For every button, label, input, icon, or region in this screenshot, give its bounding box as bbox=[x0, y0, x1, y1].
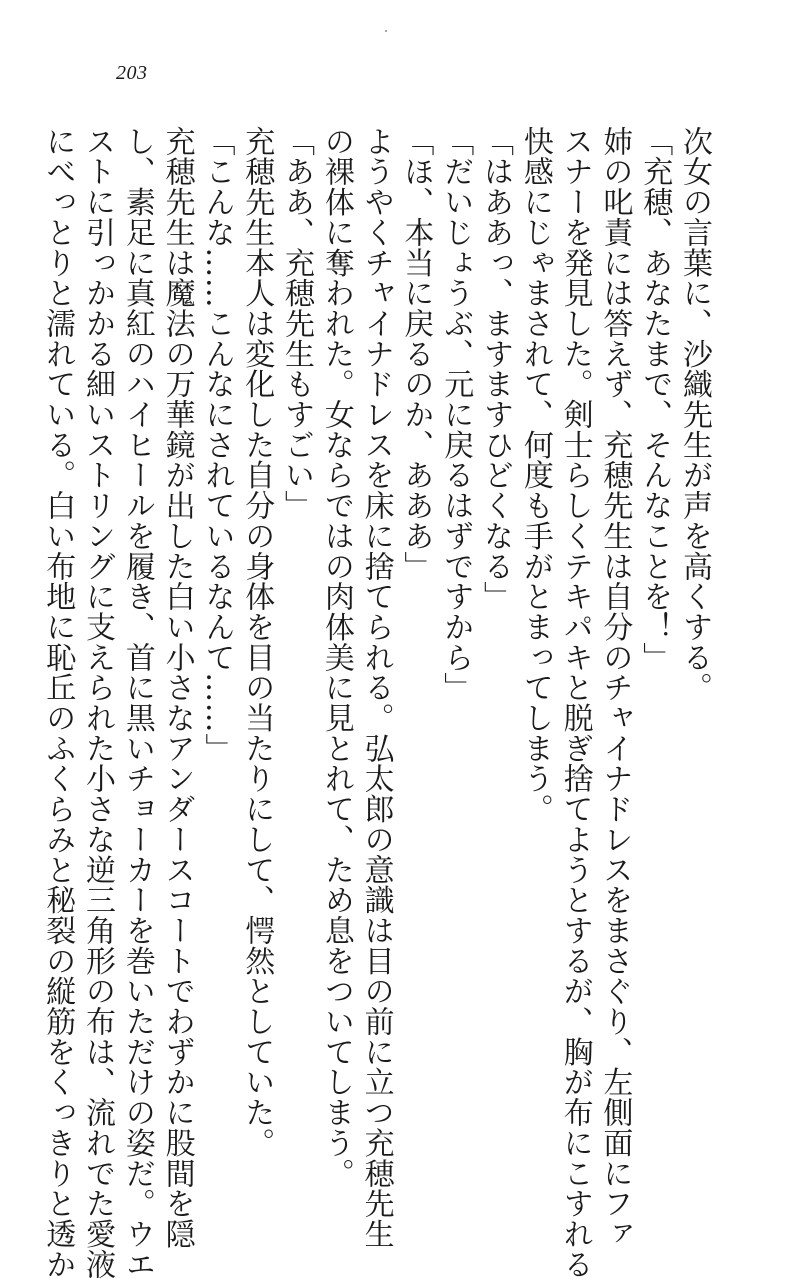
text-line-16: ストに引っかかる細いストリングに支えられた小さな逆三角形の布は、流れでた愛液 bbox=[80, 126, 116, 1279]
text-line-14: 充穂先生は魔法の万華鏡が出した白い小さなアンダースコートでわずかに股間を隠 bbox=[159, 126, 195, 1249]
text-line-10: の裸体に奪われた。女ならではの肉体美に見とれて、ため息をついてしまう。 bbox=[318, 126, 354, 1189]
text-line-15: し、素足に真紅のハイヒールを履き、首に黒いチョーカーを巻いただけの姿だ。ウエ bbox=[119, 126, 155, 1279]
text-line-12: 充穂先生本人は変化した自分の身体を目の当たりにして、愕然としていた。 bbox=[239, 126, 275, 1158]
text-line-11: 「ああ、充穂先生もすごい」 bbox=[279, 126, 315, 521]
text-line-4: スナーを発見した。剣士らしくテキパキと脱ぎ捨てようとするが、胸が布にこすれる bbox=[557, 126, 593, 1279]
text-line-13: 「こんな……こんなにされているなんて……」 bbox=[199, 126, 235, 764]
text-line-2: 「充穂、あなたまで、そんなことを！」 bbox=[637, 126, 673, 673]
text-line-9: ようやくチャイナドレスを床に捨てられる。弘太郎の意識は目の前に立つ充穂先生 bbox=[358, 126, 394, 1249]
text-line-1: 次女の言葉に、沙織先生が声を高くする。 bbox=[677, 126, 712, 703]
text-line-5: 快感にじゃまされて、何度も手がとまってしまう。 bbox=[517, 126, 553, 825]
vertical-text-body bbox=[37, 126, 714, 1279]
paper-speck bbox=[385, 30, 387, 32]
text-line-8: 「ほ、本当に戻るのか、あああ」 bbox=[398, 126, 434, 582]
text-line-7: 「だいじょうぶ、元に戻るはずですから」 bbox=[438, 126, 474, 703]
text-line-3: 姉の叱責には答えず、充穂先生は自分のチャイナドレスをまさぐり、左側面にファ bbox=[597, 126, 633, 1249]
page-number: 203 bbox=[116, 62, 148, 84]
text-line-17: にべっとりと濡れている。白い布地に恥丘のふくらみと秘裂の縦筋をくっきりと透か bbox=[40, 126, 76, 1279]
text-line-6: 「はああっ、ますますひどくなる」 bbox=[478, 126, 514, 612]
